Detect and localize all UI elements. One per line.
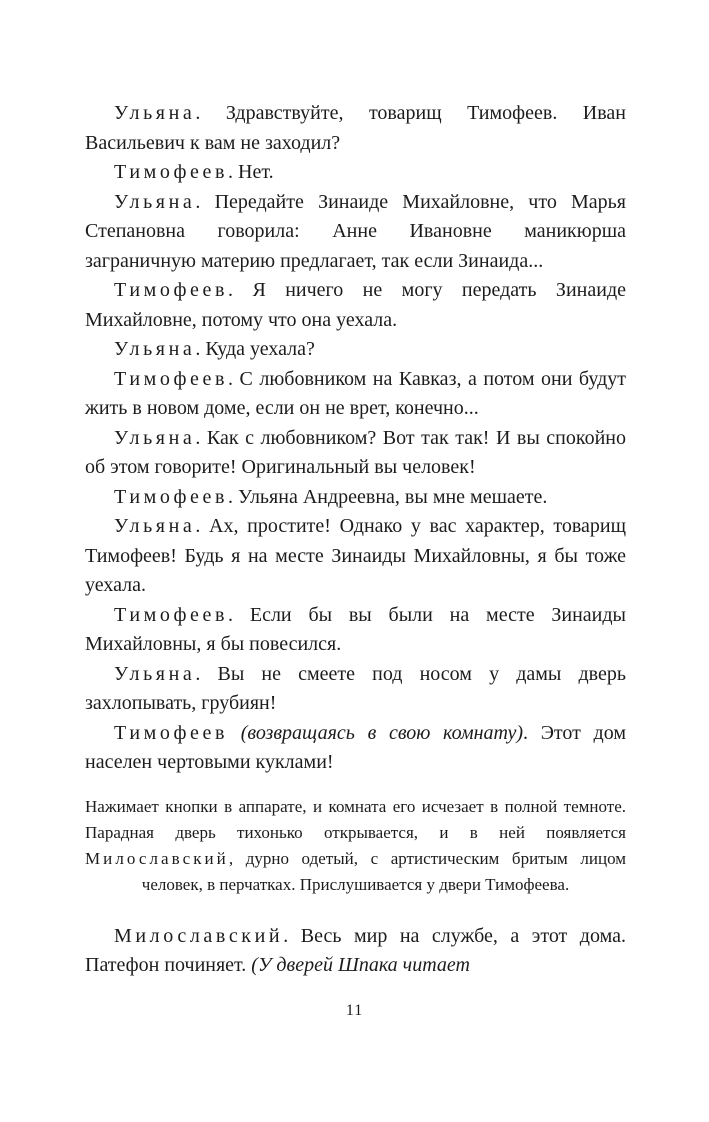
dialogue-text: . Этот дом населен чертовыми куклами! bbox=[85, 721, 627, 773]
character-name: Ульяна bbox=[114, 338, 196, 360]
character-name: Тимофеев bbox=[114, 721, 229, 744]
dialogue-paragraph bbox=[85, 512, 626, 601]
dialogue-text: . Ульяна Андреевна, вы мне мешаете. bbox=[228, 485, 548, 508]
dialogue-text: . Вы не смеете под носом у дамы дверь захлопывать, грубиян! bbox=[85, 662, 626, 714]
dialogue-text: . Куда уехала? bbox=[195, 338, 315, 360]
dialogue-text: . Если бы вы были на месте Зинаиды Михайловны, я бы повесился. bbox=[85, 603, 626, 655]
character-name: Ульяна bbox=[114, 515, 196, 537]
character-name: Ульяна bbox=[114, 190, 196, 213]
dialogue-paragraph bbox=[85, 365, 626, 424]
character-name: Милославский bbox=[85, 848, 229, 868]
character-name: Тимофеев bbox=[114, 279, 229, 301]
character-name: Тимофеев bbox=[114, 161, 229, 183]
inline-stage-note: (возвращаясь в свою комнату) bbox=[240, 721, 524, 744]
dialogue-text: . Нет. bbox=[228, 161, 274, 183]
dialogue-text: . Ах, простите! Однако у вас характер, товарищ Тимофеев! Будь я на месте Зинаиды Михайловны, я бы тоже уехала. bbox=[85, 515, 626, 596]
dialogue-text: , дурно одетый, с артистическим бритым лицом человек, в перчатках. Прислушивается у двери Тимофеева. bbox=[141, 848, 626, 894]
dialogue-paragraph bbox=[85, 335, 626, 365]
dialogue-text: . Весь мир на службе, а этот дома. Патефон починяет. bbox=[85, 924, 626, 976]
character-name: Ульяна bbox=[114, 102, 196, 124]
dialogue-paragraph bbox=[85, 922, 626, 981]
dialogue-text: Нажимает кнопки в аппарате, и комната его исчезает в полной темноте. Парадная дверь тихонько открывается, и в ней появляется bbox=[85, 796, 626, 842]
character-name: Милославский bbox=[114, 924, 284, 947]
dialogue-text: . Здравствуйте, товарищ Тимофеев. Иван Васильевич к вам не заходил? bbox=[85, 102, 626, 154]
dialogue-text: . С любовником на Кавказ, а потом они будут жить в новом доме, если он не врет, конечно... bbox=[85, 367, 626, 419]
dialogue-text: . Передайте Зинаиде Михайловне, что Марья Степановна говорила: Анне Ивановне маникюрша заграничную материю предлагает, так если Зинаида... bbox=[85, 190, 626, 272]
character-name: Ульяна bbox=[114, 426, 196, 449]
dialogue-text bbox=[228, 722, 241, 744]
dialogue-text: . Я ничего не могу передать Зинаиде Михайловне, потому что она уехала. bbox=[85, 279, 626, 331]
page-number: 11 bbox=[345, 1002, 364, 1019]
character-name: Тимофеев bbox=[114, 367, 229, 390]
dialogue-paragraph bbox=[85, 660, 626, 719]
dialogue-paragraph bbox=[85, 158, 626, 188]
dialogue-paragraph bbox=[85, 188, 626, 277]
dialogue-paragraph bbox=[85, 483, 626, 513]
character-name: Тимофеев bbox=[114, 485, 229, 508]
character-name: Ульяна bbox=[114, 662, 196, 685]
stage-direction bbox=[85, 794, 626, 898]
character-name: Тимофеев bbox=[114, 603, 229, 626]
dialogue-paragraph bbox=[85, 601, 626, 660]
inline-stage-note: (У дверей Шпака читает bbox=[251, 954, 470, 976]
dialogue-paragraph bbox=[85, 99, 626, 158]
dialogue-paragraph bbox=[85, 719, 626, 778]
text-body bbox=[85, 99, 626, 981]
dialogue-paragraph bbox=[85, 424, 626, 483]
dialogue-text: . Как с любовником? Вот так так! И вы спокойно об этом говорите! Оригинальный вы человек! bbox=[85, 426, 626, 478]
dialogue-paragraph bbox=[85, 276, 626, 335]
